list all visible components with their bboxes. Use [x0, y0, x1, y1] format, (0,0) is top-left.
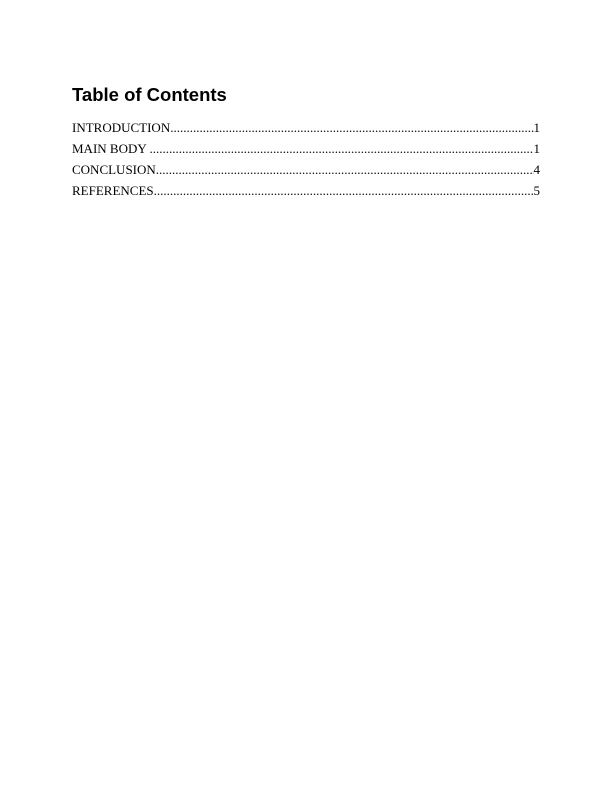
dot-leader — [156, 159, 534, 180]
toc-entry-page-number: 4 — [533, 162, 540, 177]
toc-entry-conclusion[interactable] — [72, 159, 540, 180]
toc-title: Table of Contents — [72, 84, 227, 105]
dot-leader — [170, 117, 533, 138]
toc-entry-page-number: 1 — [533, 141, 540, 156]
toc-entry-page-number: 5 — [533, 183, 540, 198]
toc-entry-main-body[interactable] — [72, 138, 540, 159]
toc-entry-label: MAIN BODY — [72, 141, 150, 156]
toc-entry-introduction[interactable] — [72, 117, 540, 138]
toc-entry-references[interactable] — [72, 180, 540, 201]
table-of-contents — [72, 117, 540, 201]
toc-entry-label: CONCLUSION — [72, 162, 156, 177]
dot-leader — [154, 180, 534, 201]
toc-entry-label: INTRODUCTION — [72, 120, 171, 135]
dot-leader — [150, 138, 534, 159]
toc-entry-label: REFERENCES — [72, 183, 154, 198]
toc-entry-page-number: 1 — [533, 120, 540, 135]
